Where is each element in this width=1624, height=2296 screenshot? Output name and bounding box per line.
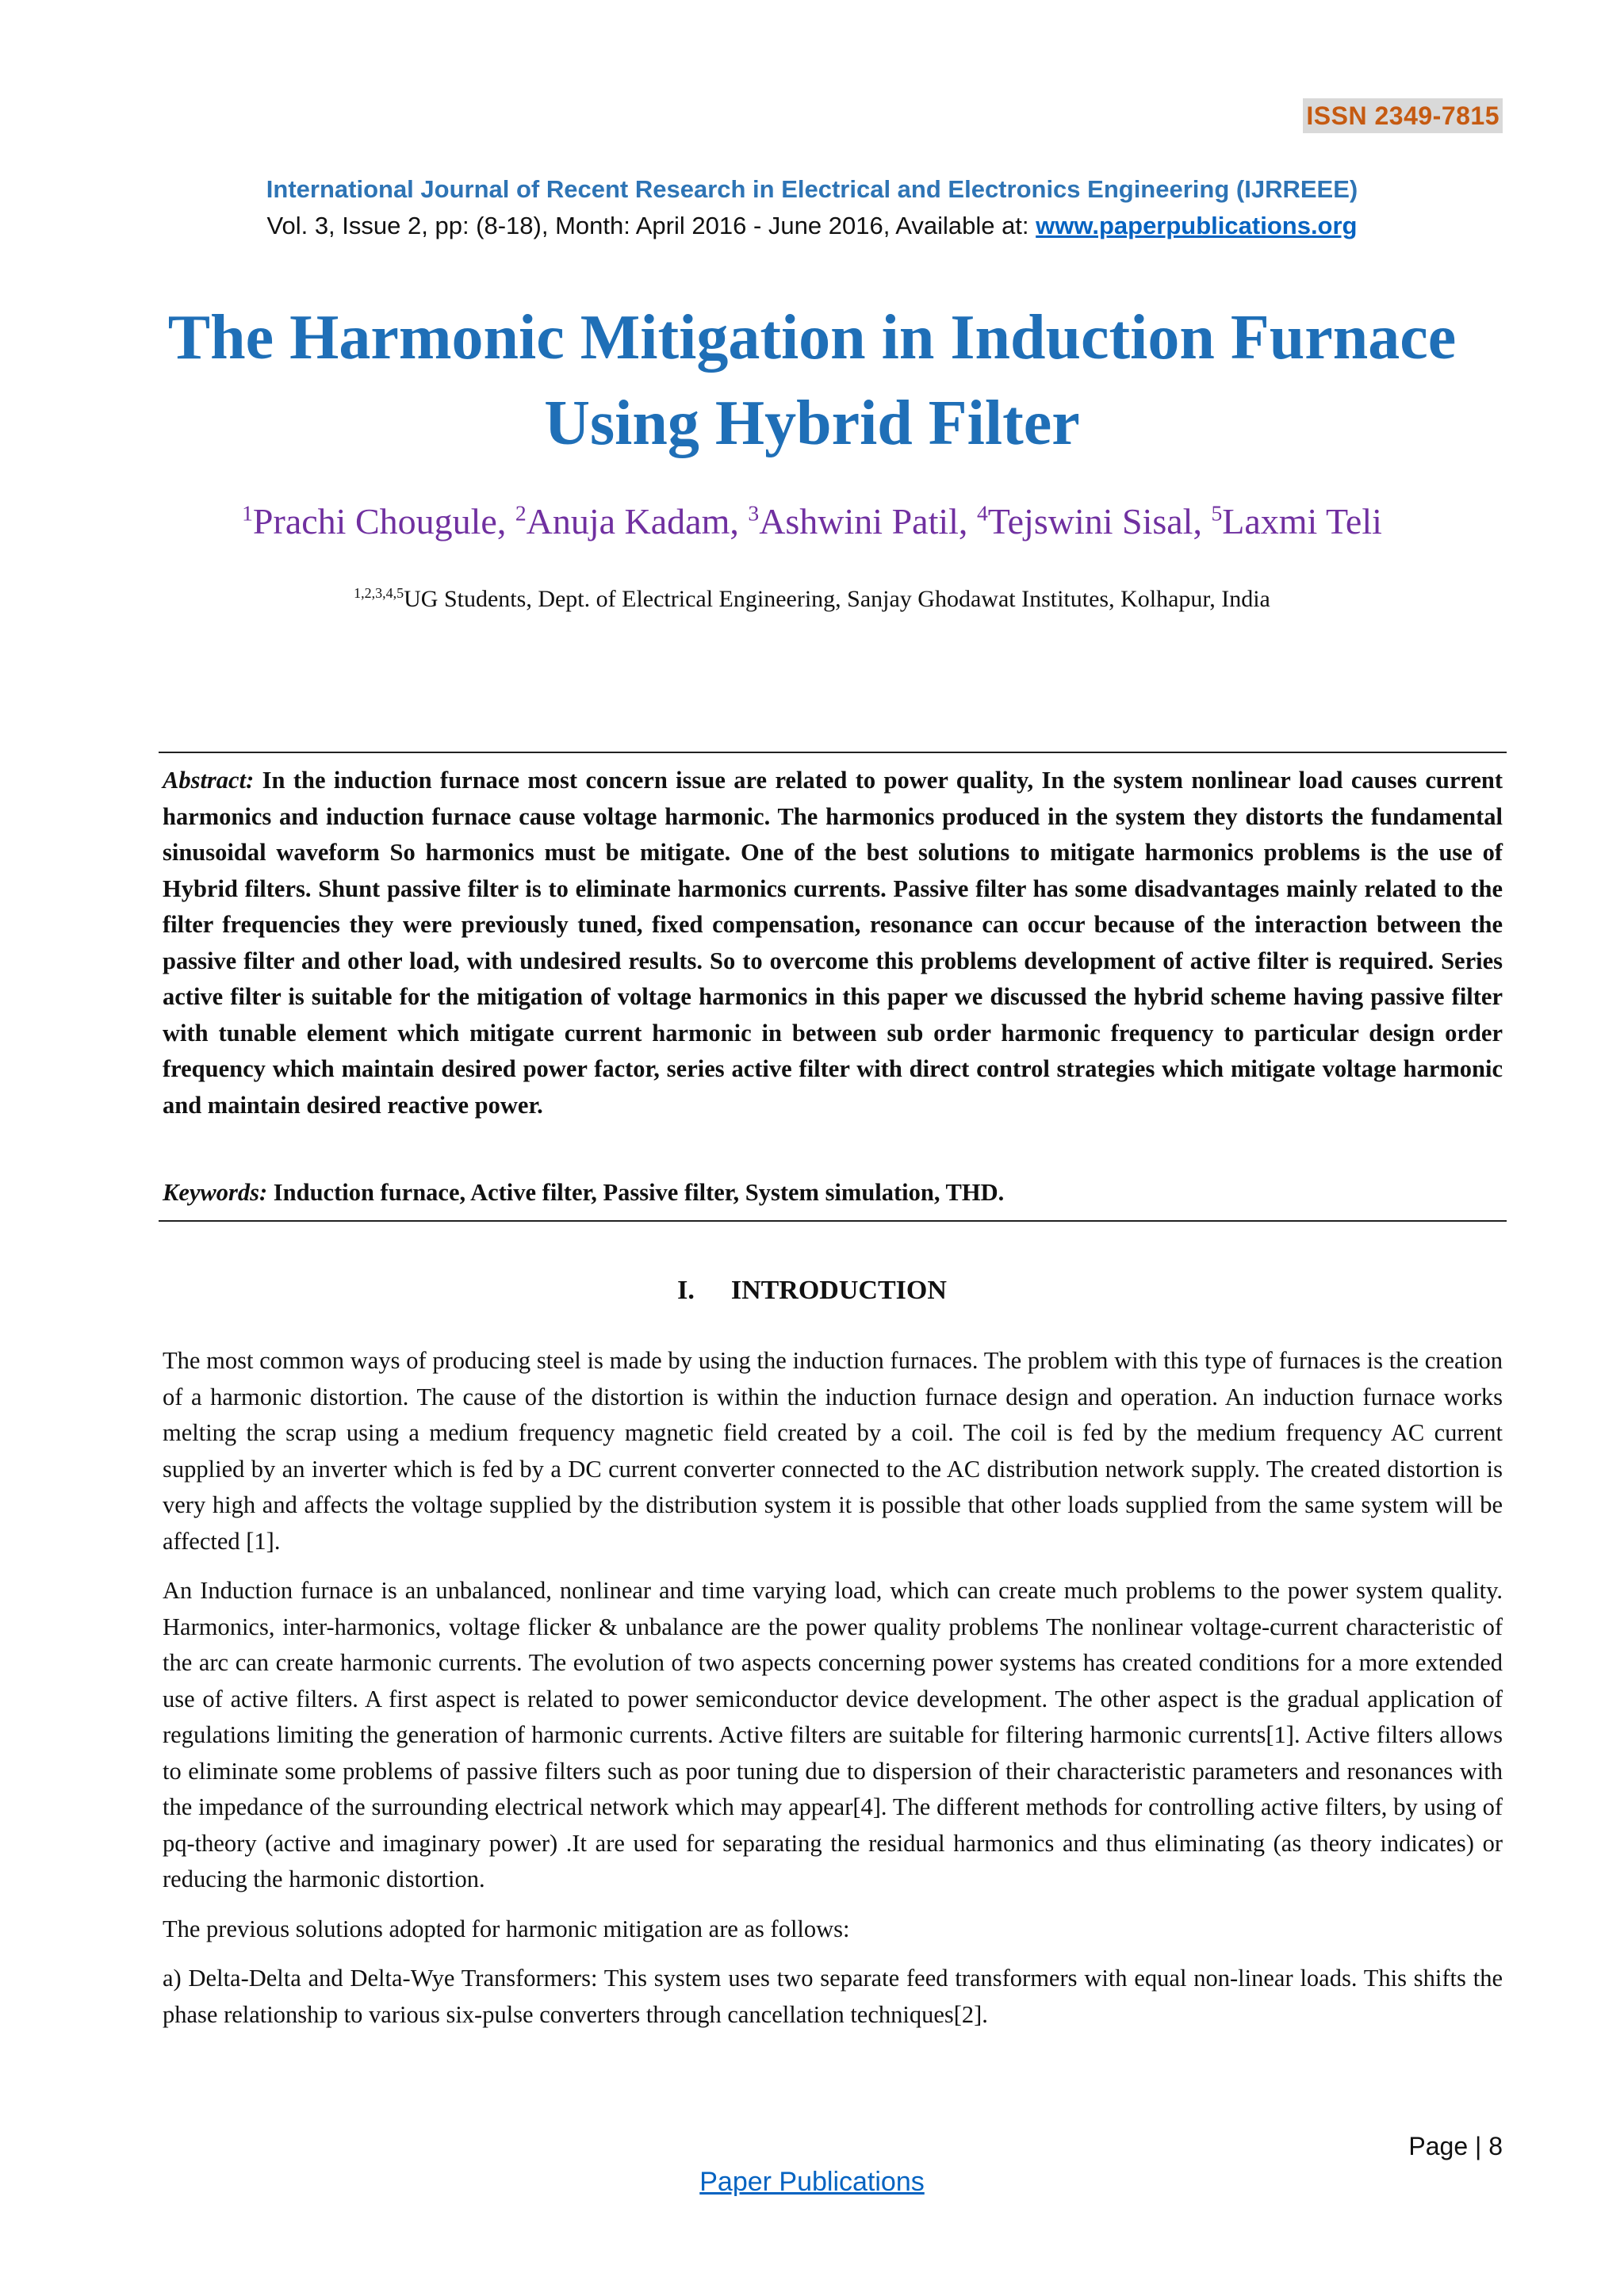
journal-name: International Journal of Recent Research in Electrical and Electronics Engineering (IJRREEE) (266, 175, 1358, 203)
paragraph-2: An Induction furnace is an unbalanced, nonlinear and time varying load, which can create much problems to the power system quality. Harmonics, inter-harmonics, voltage flicker & unbalance are the power quality problems The nonlinear voltage-current characteristic of the arc can create harmonic currents. The evolution of two aspects concerning power systems has created conditions for a more extended use of active filters. A first aspect is related to power semiconductor device development. The other aspect is the gradual application of regulations limiting the generation of harmonic currents. Active filters are suitable for filtering harmonic currents[1]. Active filters allows to eliminate some problems of passive filters such as poor tuning due to dispersion of their characteristic parameters and resonances with the impedance of the surrounding electrical network which may appear[4]. The different methods for controlling active filters, by using of pq-theory (active and imaginary power) .It are used for separating the residual harmonics and thus eliminating (as theory indicates) or reducing the harmonic distortion. (163, 1577, 1503, 1892)
abstract (163, 763, 1503, 1123)
title-line-1: The Harmonic Mitigation in Induction Furnace (167, 303, 1457, 373)
author-3: Ashwini Patil, (759, 501, 977, 541)
page-number: Page | 8 (1408, 2132, 1503, 2160)
volume-info (0, 209, 1624, 243)
title-line-2: Using Hybrid Filter (544, 388, 1080, 458)
introduction-body (163, 1343, 1503, 2046)
affiliation-text: UG Students, Dept. of Electrical Engineering, Sanjay Ghodawat Institutes, Kolhapur, India (404, 586, 1270, 612)
author-4-sup: 4 (976, 500, 988, 526)
section-heading-introduction (0, 1272, 1624, 1309)
abstract-text: In the induction furnace most concern issue are related to power quality, In the system nonlinear load causes current harmonics and induction furnace cause voltage harmonic. The harmonics produced in the system they distorts the fundamental sinusoidal waveform So harmonics must be mitigate. One of the best solutions to mitigate harmonics problems is the use of Hybrid filters. Shunt passive filter is to eliminate harmonics currents. Passive filter has some disadvantages mainly related to the filter frequencies they were previously tuned, fixed compensation, resonance can occur because of the interaction between the passive filter and other load, with undesired results. So to overcome this problems development of active filter is required. Series active filter is suitable for the mitigation of voltage harmonics in this paper we discussed the hybrid scheme having passive filter with tunable element which mitigate current harmonic in between sub order harmonic frequency to particular design order frequency which maintain desired power factor, series active filter with direct control strategies which mitigate voltage harmonic and maintain desired reactive power. (163, 767, 1503, 1119)
author-5: Laxmi Teli (1222, 501, 1382, 541)
paragraph-1: The most common ways of producing steel is made by using the induction furnaces. The problem with this type of furnaces is the creation of a harmonic distortion. The cause of the distortion is within the induction furnace design and operation. An induction furnace works melting the scrap using a medium frequency magnetic field created by a coil. The coil is fed by the medium frequency AC current supplied by an inverter which is fed by a DC current converter connected to the AC distribution network supply. The created distortion is very high and affects the voltage supplied by the distribution system it is possible that other loads supplied from the same system will be affected [1]. (163, 1347, 1503, 1555)
affiliation (0, 584, 1624, 615)
website-link[interactable]: www.paperpublications.org (1036, 212, 1358, 239)
author-list (0, 498, 1624, 545)
author-3-sup: 3 (748, 500, 760, 526)
paragraph-3: The previous solutions adopted for harmonic mitigation are as follows: (163, 1915, 850, 1942)
section-number: I. (677, 1276, 695, 1305)
affiliation-sup: 1,2,3,4,5 (354, 585, 404, 601)
abstract-top-rule (159, 752, 1507, 753)
footer-publisher (0, 2164, 1624, 2199)
abstract-label: Abstract: (163, 767, 255, 794)
issn-badge: ISSN 2349-7815 (1303, 98, 1503, 133)
author-4: Tejswini Sisal, (987, 501, 1212, 541)
publisher-link[interactable]: Paper Publications (699, 2167, 925, 2197)
section-title: INTRODUCTION (730, 1276, 947, 1305)
paragraph-4: a) Delta-Delta and Delta-Wye Transformers: This system uses two separate feed transformers with equal non-linear loads. This shifts the phase relationship to various six-pulse converters through cancellation techniques[2]. (163, 1965, 1503, 2028)
keywords (163, 1175, 1503, 1211)
keywords-label: Keywords: (163, 1179, 268, 1206)
author-2: Anuja Kadam, (526, 501, 749, 541)
author-2-sup: 2 (515, 500, 527, 526)
abstract-bottom-rule (159, 1220, 1507, 1222)
keywords-text: Induction furnace, Active filter, Passive filter, System simulation, THD. (267, 1179, 1005, 1206)
volume-text: Vol. 3, Issue 2, pp: (8-18), Month: April 2016 - June 2016, Available at: (266, 212, 1036, 239)
paper-title (119, 295, 1505, 466)
author-1-sup: 1 (242, 500, 253, 526)
author-5-sup: 5 (1211, 500, 1223, 526)
author-1: Prachi Chougule, (252, 501, 515, 541)
